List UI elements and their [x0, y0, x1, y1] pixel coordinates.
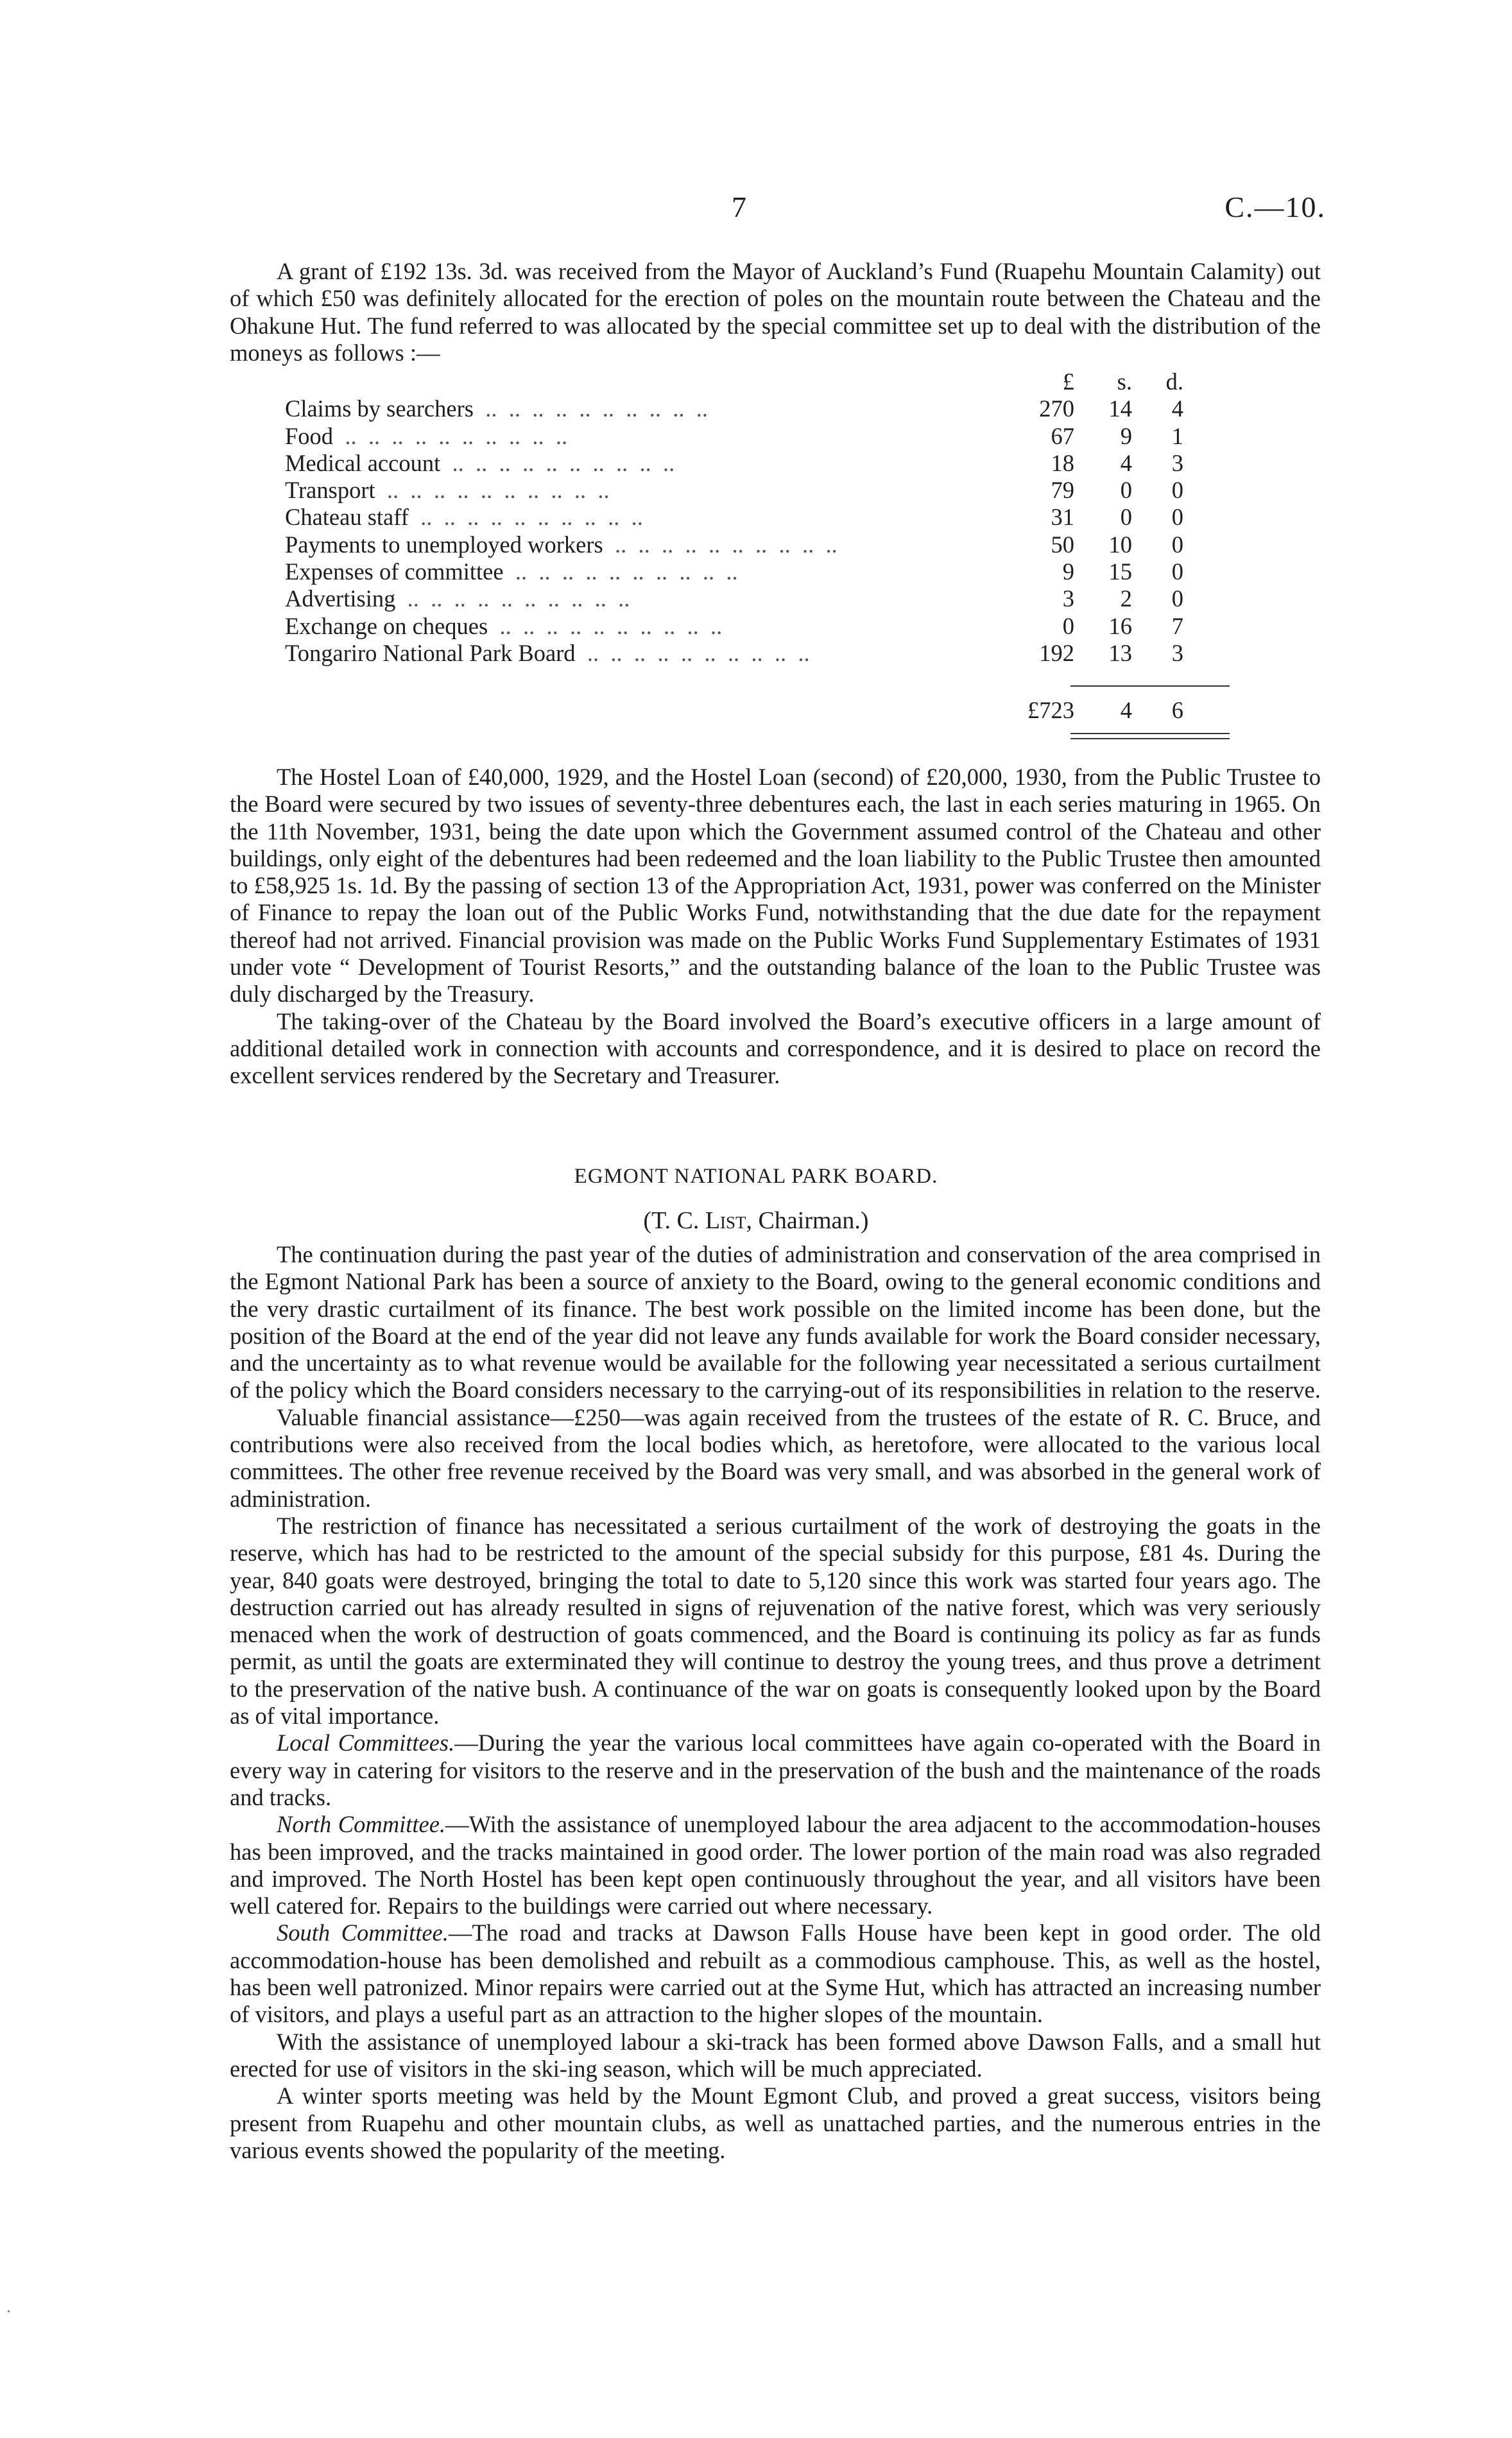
section-title: EGMONT NATIONAL PARK BOARD.	[574, 1165, 938, 1188]
leader-dots: .. .. .. .. .. .. .. .. .. ..	[440, 449, 675, 476]
ski-track-paragraph: With the assistance of unemployed labour a ski-track has been formed above Dawson Falls, and a small hut erected for use of visitors in the ski-ing season, which will be much appreciated.	[230, 2028, 1321, 2082]
row-pence: 0	[1171, 531, 1183, 558]
total-pounds: £723	[1027, 697, 1074, 723]
row-label: Tongariro National Park Board .. .. .. .. .. .. .. .. .. ..	[285, 639, 810, 666]
pounds-header: £	[1062, 368, 1074, 395]
row-pounds: 3	[1062, 585, 1074, 612]
row-pounds: 79	[1051, 477, 1074, 504]
row-label: Payments to unemployed workers .. .. .. .. .. .. .. .. .. ..	[285, 531, 838, 558]
row-label: Expenses of committee .. .. .. .. .. .. .. .. .. ..	[285, 558, 738, 585]
row-label: Claims by searchers .. .. .. .. .. .. .. .. .. ..	[285, 395, 708, 422]
total-pence: 6	[1171, 697, 1183, 723]
north-committee-heading: North Committee.	[277, 1811, 446, 1838]
row-label: Advertising .. .. .. .. .. .. .. .. .. ..	[285, 585, 630, 612]
local-committees-heading: Local Committees.	[277, 1730, 455, 1756]
table-row	[285, 613, 1235, 640]
leader-dots: .. .. .. .. .. .. .. .. .. ..	[575, 639, 810, 666]
row-shillings: 16	[1108, 612, 1132, 639]
total-rule	[1070, 685, 1230, 687]
assistance-paragraph: Valuable financial assistance—£250—was again received from the trustees of the estate of R. C. Bruce, and contributions were also received from the local bodies which, as heretofore, were allocated to the various local committees. The other free revenue received by the Board was very small, and was absorbed in the general work of administration.	[230, 1404, 1321, 1512]
intro-paragraph: A grant of £192 13s. 3d. was received from the Mayor of Auckland’s Fund (Ruapehu Mountain Calamity) out of which £50 was definitely allocated for the erection of poles on the mountain route between the Chateau and the Ohakune Hut. The fund referred to was allocated by the special committee set up to deal with the distribution of the moneys as follows :—	[230, 258, 1321, 366]
row-label: Transport .. .. .. .. .. .. .. .. .. ..	[285, 477, 610, 504]
table-row	[285, 585, 1235, 612]
row-pounds: 9	[1062, 558, 1074, 585]
table-row	[285, 423, 1235, 450]
row-shillings: 4	[1120, 449, 1132, 476]
egmont-section	[230, 1241, 1321, 2164]
row-pounds: 192	[1039, 639, 1074, 666]
shillings-header: s.	[1117, 368, 1132, 395]
row-pounds: 0	[1062, 612, 1074, 639]
row-shillings: 0	[1120, 504, 1132, 531]
hostel-loan-paragraph: The Hostel Loan of £40,000, 1929, and the Hostel Loan (second) of £20,000, 1930, from the Public Trustee to the Board were secured by two issues of seventy-three debentures each, the last in each series maturing in 1965. On the 11th November, 1931, being the date upon which the Government assumed control of the Chateau and other buildings, only eight of the debentures had been redeemed and the loan liability to the Public Trustee then amounted to £58,925 1s. 1d. By the passing of section 13 of the Appropriation Act, 1931, power was conferred on the Minister of Finance to repay the loan out of the Public Works Fund, notwithstanding that the due date for the repayment thereof had not arrived. Financial provision was made on the Public Works Fund Supplementary Estimates of 1931 under vote “ Development of Tourist Resorts,” and the outstanding balance of the loan to the Public Trustee was duly discharged by the Treasury.	[230, 764, 1321, 1008]
section-chairman: (T. C. List, Chairman.)	[643, 1207, 869, 1234]
table-row	[285, 450, 1235, 477]
row-pence: 3	[1171, 639, 1183, 666]
row-pounds: 270	[1039, 395, 1074, 422]
row-label: Medical account .. .. .. .. .. .. .. .. .. ..	[285, 449, 675, 476]
leader-dots: .. .. .. .. .. .. .. .. .. ..	[473, 395, 708, 422]
table-row	[285, 558, 1235, 585]
row-pounds: 50	[1051, 531, 1074, 558]
row-shillings: 13	[1108, 639, 1132, 666]
document-reference: C.—10.	[1224, 191, 1326, 223]
south-committee-heading: South Committee.	[277, 1919, 449, 1946]
row-shillings: 10	[1108, 531, 1132, 558]
leader-dots: .. .. .. .. .. .. .. .. .. ..	[375, 477, 610, 504]
row-pence: 4	[1171, 395, 1183, 422]
row-pence: 1	[1171, 422, 1183, 449]
row-pence: 3	[1171, 449, 1183, 476]
leader-dots: .. .. .. .. .. .. .. .. .. ..	[603, 531, 838, 558]
leader-dots: .. .. .. .. .. .. .. .. .. ..	[503, 558, 738, 585]
total-shillings: 4	[1120, 697, 1132, 723]
table-row	[285, 477, 1235, 504]
page-header	[0, 190, 1512, 235]
scan-speck	[8, 2310, 10, 2312]
south-committee-paragraph: South Committee.—The road and tracks at Dawson Falls House have been kept in good order. The old accommodation-house has been demolished and rebuilt as a commodious camphouse. This, as well as the hostel, has been well patronized. Minor repairs were carried out at the Syme Hut, which has attracted an increasing number of visitors, and plays a useful part as an attraction to the higher slopes of the mountain.	[230, 1919, 1321, 2028]
table-row	[285, 531, 1235, 558]
leader-dots: .. .. .. .. .. .. .. .. .. ..	[395, 585, 630, 612]
row-pounds: 67	[1051, 422, 1074, 449]
row-label: Exchange on cheques .. .. .. .. .. .. .. .. .. ..	[285, 612, 723, 639]
winter-sports-paragraph: A winter sports meeting was held by the Mount Egmont Club, and proved a great success, visitors being present from Ruapehu and other mountain clubs, as well as unattached parties, and the numerous entries in the various events showed the popularity of the meeting.	[230, 2082, 1321, 2163]
goats-paragraph: The restriction of finance has necessitated a serious curtailment of the work of destroying the goats in the reserve, which has had to be restricted to the amount of the special subsidy for this purpose, £81 4s. During the year, 840 goats were destroyed, bringing the total to date to 5,120 since this work was started four years ago. The destruction carried out has already resulted in signs of rejuvenation of the native forest, which was very seriously menaced when the work of destruction of goats commenced, and the Board is continuing its policy as far as funds permit, as until the goats are exterminated they will continue to destroy the young trees, and thus prove a detriment to the preservation of the native bush. A continuance of the war on goats is consequently looked upon by the Board as of vital importance.	[230, 1512, 1321, 1730]
local-committees-paragraph: Local Committees.—During the year the various local committees have again co-operated with the Board in every way in catering for visitors to the reserve and in the preservation of the bush and the maintenance of the roads and tracks.	[230, 1730, 1321, 1810]
page-number: 7	[732, 191, 746, 223]
leader-dots: .. .. .. .. .. .. .. .. .. ..	[333, 422, 568, 449]
currency-header-row	[285, 368, 1235, 395]
row-shillings: 2	[1120, 585, 1132, 612]
row-pence: 7	[1171, 612, 1183, 639]
row-pounds: 18	[1051, 449, 1074, 476]
row-pence: 0	[1171, 477, 1183, 504]
total-double-rule	[1070, 733, 1230, 739]
row-pence: 0	[1171, 585, 1183, 612]
row-shillings: 0	[1120, 477, 1132, 504]
leader-dots: .. .. .. .. .. .. .. .. .. ..	[408, 504, 643, 531]
row-pence: 0	[1171, 504, 1183, 531]
fund-allocation-table	[285, 368, 1235, 667]
row-label: Chateau staff .. .. .. .. .. .. .. .. .. ..	[285, 504, 643, 531]
takeover-paragraph: The taking-over of the Chateau by the Board involved the Board’s executive officers in a large amount of additional detailed work in connection with accounts and correspondence, and it is desired to place on record the excellent services rendered by the Secretary and Treasurer.	[230, 1008, 1321, 1089]
row-pounds: 31	[1051, 504, 1074, 531]
pence-header: d.	[1165, 368, 1183, 395]
row-shillings: 15	[1108, 558, 1132, 585]
row-shillings: 14	[1108, 395, 1132, 422]
row-pence: 0	[1171, 558, 1183, 585]
table-row	[285, 395, 1235, 422]
leader-dots: .. .. .. .. .. .. .. .. .. ..	[488, 612, 723, 639]
intro-section	[230, 258, 1321, 366]
row-label: Food .. .. .. .. .. .. .. .. .. ..	[285, 422, 568, 449]
total-row	[285, 696, 1235, 724]
continuation-paragraph: The continuation during the past year of the duties of administration and conservation of the area comprised in the Egmont National Park has been a source of anxiety to the Board, owing to the general economic conditions and the very drastic curtailment of its finance. The best work possible on the limited income has been done, but the position of the Board at the end of the year did not leave any funds available for work the Board consider necessary, and the uncertainty as to what revenue would be available for the following year necessitated a serious curtailment of the policy which the Board considers necessary to the carrying-out of its responsibilities in relation to the reserve.	[230, 1241, 1321, 1404]
table-row	[285, 640, 1235, 667]
north-committee-paragraph: North Committee.—With the assistance of unemployed labour the area adjacent to the accommodation-houses has been improved, and the tracks maintained in good order. The lower portion of the main road was also regraded and improved. The North Hostel has been kept open continuously throughout the year, and all visitors have been well catered for. Repairs to the buildings were carried out where necessary.	[230, 1811, 1321, 1919]
hostel-section	[230, 764, 1321, 1090]
row-shillings: 9	[1120, 422, 1132, 449]
table-rows	[285, 395, 1235, 667]
table-row	[285, 504, 1235, 531]
chairman-name: List	[705, 1207, 746, 1234]
